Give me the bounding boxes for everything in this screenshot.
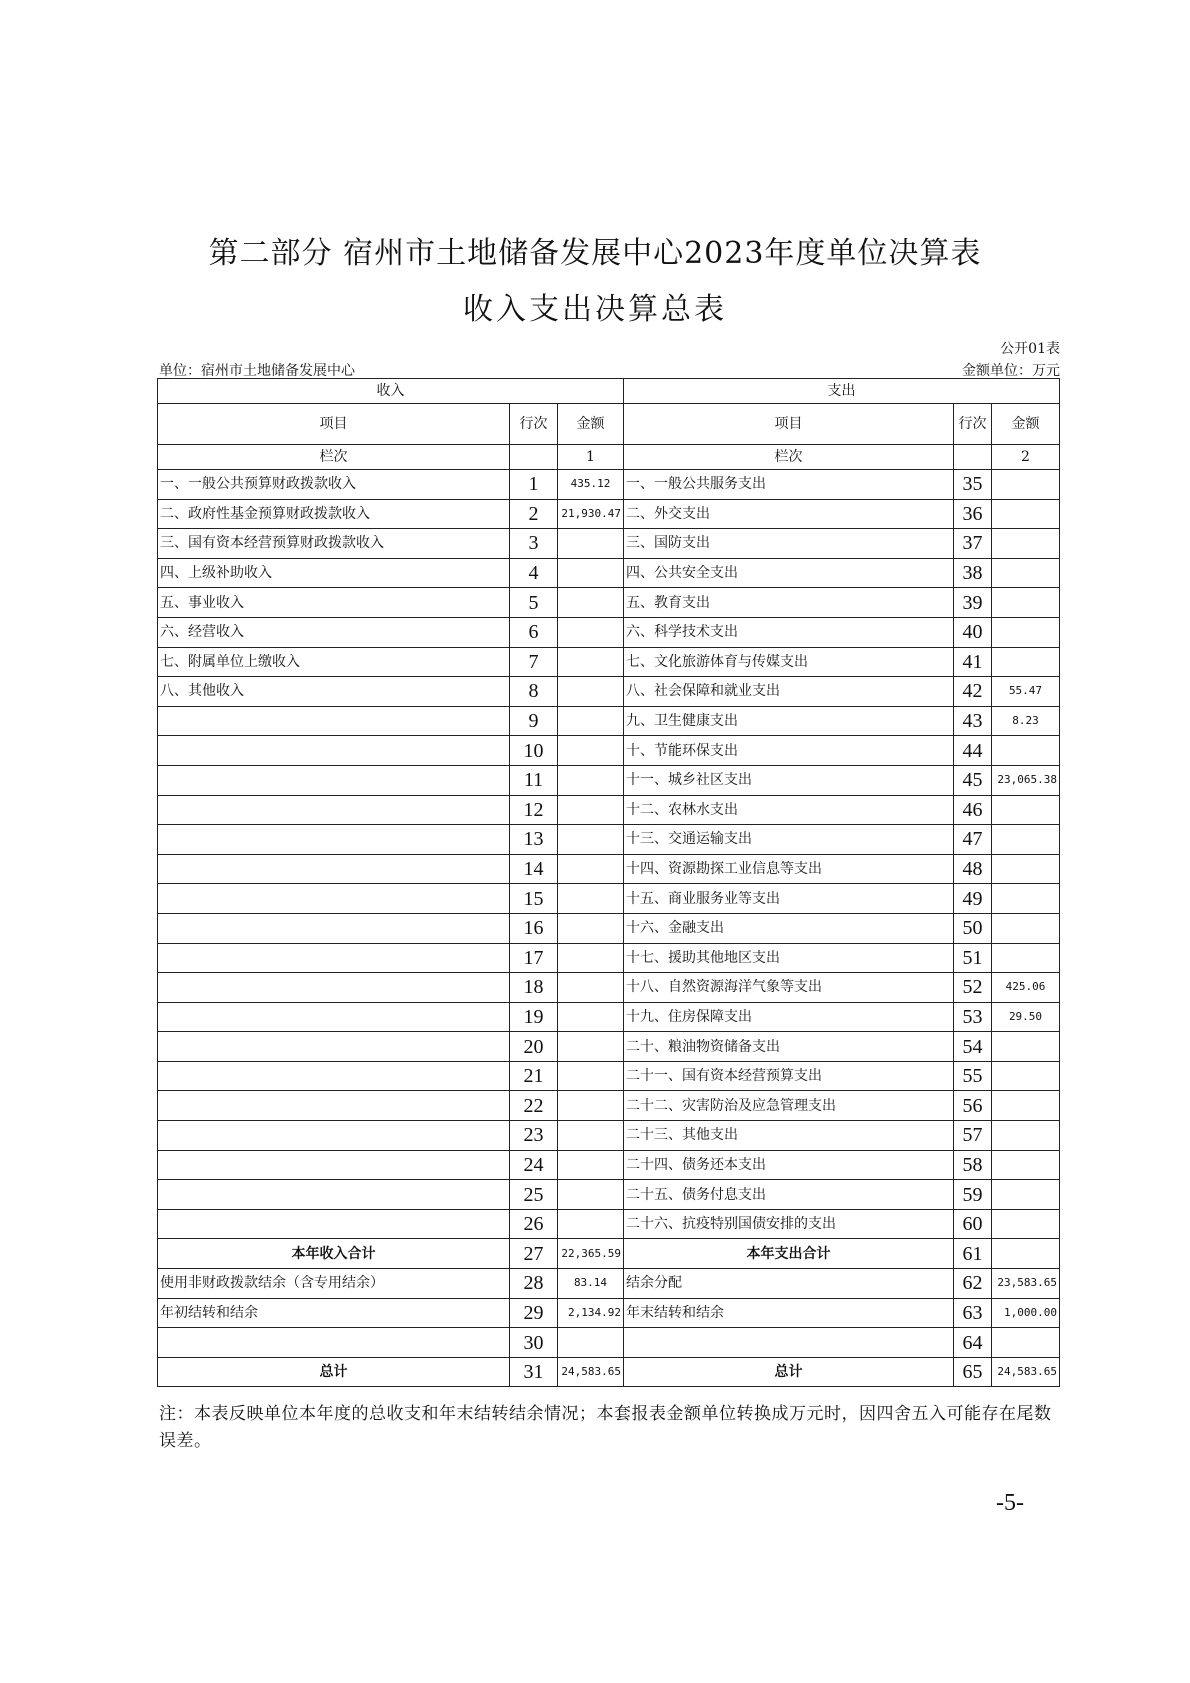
income-item-cell xyxy=(158,973,510,1003)
unit-label: 单位：宿州市土地储备发展中心 xyxy=(159,363,355,379)
income-item-cell xyxy=(158,1002,510,1032)
expense-amount-cell xyxy=(992,1150,1060,1180)
income-rowno-cell: 24 xyxy=(510,1150,558,1180)
table-row xyxy=(158,677,1060,707)
income-rowno-cell: 19 xyxy=(510,1002,558,1032)
expense-item-cell: 七、文化旅游体育与传媒支出 xyxy=(624,647,954,677)
income-item-cell: 一、一般公共预算财政拨款收入 xyxy=(158,470,510,500)
table-row xyxy=(158,1091,1060,1121)
expense-item-cell: 二、外交支出 xyxy=(624,499,954,529)
income-amount-cell xyxy=(558,913,624,943)
expense-amount-cell xyxy=(992,795,1060,825)
income-item-cell xyxy=(158,884,510,914)
income-amount-header: 金额 xyxy=(558,404,624,445)
expense-rowno-cell: 38 xyxy=(954,558,992,588)
income-amount-cell xyxy=(558,854,624,884)
expense-rowno-cell: 54 xyxy=(954,1032,992,1062)
expense-item-cell: 六、科学技术支出 xyxy=(624,617,954,647)
table-row xyxy=(158,884,1060,914)
income-amount-cell xyxy=(558,1209,624,1239)
income-amount-cell xyxy=(558,943,624,973)
income-rowno-cell: 11 xyxy=(510,765,558,795)
money-unit-label: 金额单位：万元 xyxy=(962,363,1060,379)
income-item-cell xyxy=(158,1180,510,1210)
income-amount-cell xyxy=(558,1032,624,1062)
expense-amount-cell xyxy=(992,499,1060,529)
income-item-cell: 七、附属单位上缴收入 xyxy=(158,647,510,677)
expense-amount-cell xyxy=(992,1121,1060,1151)
table-row xyxy=(158,588,1060,618)
expense-amount-cell xyxy=(992,825,1060,855)
expense-item-cell: 九、卫生健康支出 xyxy=(624,706,954,736)
expense-amount-cell xyxy=(992,470,1060,500)
expense-amount-cell xyxy=(992,1328,1060,1358)
page-title: 第二部分 宿州市土地储备发展中心2023年度单位决算表 xyxy=(208,236,982,271)
income-rowno-cell: 22 xyxy=(510,1091,558,1121)
expense-rowno-cell: 37 xyxy=(954,529,992,559)
expense-colno-empty xyxy=(954,445,992,470)
income-amount-cell: 24,583.65 xyxy=(558,1357,624,1387)
expense-item-cell: 二十六、抗疫特别国债安排的支出 xyxy=(624,1209,954,1239)
expense-amount-cell: 8.23 xyxy=(992,706,1060,736)
header-row-columns xyxy=(158,404,1060,445)
expense-amount-cell xyxy=(992,854,1060,884)
income-rowno-cell: 10 xyxy=(510,736,558,766)
expense-amount-cell xyxy=(992,884,1060,914)
expense-rowno-cell: 39 xyxy=(954,588,992,618)
expense-amount-cell xyxy=(992,736,1060,766)
expense-rowno-cell: 59 xyxy=(954,1180,992,1210)
income-amount-cell: 21,930.47 xyxy=(558,499,624,529)
expense-item-cell: 十一、城乡社区支出 xyxy=(624,765,954,795)
income-item-cell: 二、政府性基金预算财政拨款收入 xyxy=(158,499,510,529)
expense-item-cell: 二十二、灾害防治及应急管理支出 xyxy=(624,1091,954,1121)
expense-rowno-cell: 41 xyxy=(954,647,992,677)
income-item-cell: 四、上级补助收入 xyxy=(158,558,510,588)
income-amount-cell xyxy=(558,647,624,677)
expense-item-cell: 本年支出合计 xyxy=(624,1239,954,1269)
income-amount-cell xyxy=(558,825,624,855)
expense-item-cell: 十八、自然资源海洋气象等支出 xyxy=(624,973,954,1003)
expense-rowno-cell: 64 xyxy=(954,1328,992,1358)
expense-rowno-cell: 65 xyxy=(954,1357,992,1387)
expense-rowno-cell: 52 xyxy=(954,973,992,1003)
expense-rowno-cell: 42 xyxy=(954,677,992,707)
table-title: 收入支出决算总表 xyxy=(463,292,727,327)
table-row xyxy=(158,1180,1060,1210)
expense-item-cell: 十七、援助其他地区支出 xyxy=(624,943,954,973)
expense-item-cell: 二十一、国有资本经营预算支出 xyxy=(624,1061,954,1091)
form-number: 公开01表 xyxy=(1000,341,1060,357)
table-row xyxy=(158,1328,1060,1358)
expense-amount-cell xyxy=(992,529,1060,559)
income-amount-cell: 22,365.59 xyxy=(558,1239,624,1269)
income-rowno-header: 行次 xyxy=(510,404,558,445)
income-rowno-cell: 5 xyxy=(510,588,558,618)
income-header: 收入 xyxy=(158,379,624,404)
expense-rowno-cell: 46 xyxy=(954,795,992,825)
income-amount-cell: 83.14 xyxy=(558,1269,624,1299)
income-amount-cell xyxy=(558,1061,624,1091)
table-row xyxy=(158,529,1060,559)
expense-amount-cell: 425.06 xyxy=(992,973,1060,1003)
income-rowno-cell: 8 xyxy=(510,677,558,707)
income-rowno-cell: 1 xyxy=(510,470,558,500)
expense-rowno-cell: 53 xyxy=(954,1002,992,1032)
expense-item-header: 项目 xyxy=(624,404,954,445)
total-row xyxy=(158,1357,1060,1387)
expense-rowno-cell: 40 xyxy=(954,617,992,647)
expense-item-cell: 二十五、债务付息支出 xyxy=(624,1180,954,1210)
income-amount-cell xyxy=(558,1180,624,1210)
income-item-cell xyxy=(158,1209,510,1239)
expense-amount-cell xyxy=(992,1239,1060,1269)
expense-amount-cell xyxy=(992,617,1060,647)
expense-item-cell: 十九、住房保障支出 xyxy=(624,1002,954,1032)
income-amount-cell xyxy=(558,884,624,914)
income-item-cell xyxy=(158,943,510,973)
expense-amount-cell: 24,583.65 xyxy=(992,1357,1060,1387)
page-number: -5- xyxy=(996,1490,1024,1516)
expense-amount-cell xyxy=(992,647,1060,677)
income-amount-cell: 2,134.92 xyxy=(558,1298,624,1328)
income-amount-cell xyxy=(558,706,624,736)
table-row xyxy=(158,617,1060,647)
income-expense-table xyxy=(157,378,1060,1387)
income-item-cell xyxy=(158,1121,510,1151)
expense-rowno-cell: 55 xyxy=(954,1061,992,1091)
income-amount-cell xyxy=(558,1328,624,1358)
expense-amount-cell: 23,583.65 xyxy=(992,1269,1060,1299)
expense-rowno-cell: 50 xyxy=(954,913,992,943)
income-rowno-cell: 9 xyxy=(510,706,558,736)
expense-rowno-cell: 48 xyxy=(954,854,992,884)
income-amount-cell xyxy=(558,736,624,766)
income-amount-cell: 435.12 xyxy=(558,470,624,500)
expense-amount-cell xyxy=(992,1061,1060,1091)
income-rowno-cell: 27 xyxy=(510,1239,558,1269)
expense-rowno-cell: 44 xyxy=(954,736,992,766)
income-rowno-cell: 18 xyxy=(510,973,558,1003)
table-row xyxy=(158,825,1060,855)
income-amount-cell xyxy=(558,588,624,618)
expense-item-cell: 总计 xyxy=(624,1357,954,1387)
expense-amount-cell: 55.47 xyxy=(992,677,1060,707)
income-rowno-cell: 23 xyxy=(510,1121,558,1151)
expense-item-cell: 四、公共安全支出 xyxy=(624,558,954,588)
income-amount-cell xyxy=(558,1121,624,1151)
income-item-cell: 六、经营收入 xyxy=(158,617,510,647)
expense-amount-cell xyxy=(992,913,1060,943)
income-item-cell: 三、国有资本经营预算财政拨款收入 xyxy=(158,529,510,559)
income-item-cell: 八、其他收入 xyxy=(158,677,510,707)
table-row xyxy=(158,1298,1060,1328)
expense-amount-cell xyxy=(992,588,1060,618)
income-item-cell xyxy=(158,706,510,736)
table-row xyxy=(158,795,1060,825)
income-item-cell: 使用非财政拨款结余（含专用结余） xyxy=(158,1269,510,1299)
income-rowno-cell: 28 xyxy=(510,1269,558,1299)
income-item-cell xyxy=(158,795,510,825)
income-item-cell xyxy=(158,1150,510,1180)
expense-amount-header: 金额 xyxy=(992,404,1060,445)
income-item-cell xyxy=(158,1032,510,1062)
expense-rowno-cell: 43 xyxy=(954,706,992,736)
income-amount-cell xyxy=(558,765,624,795)
income-rowno-cell: 26 xyxy=(510,1209,558,1239)
expense-rowno-cell: 62 xyxy=(954,1269,992,1299)
table-row xyxy=(158,1002,1060,1032)
expense-amount-cell xyxy=(992,1032,1060,1062)
expense-item-cell: 十三、交通运输支出 xyxy=(624,825,954,855)
income-rowno-cell: 21 xyxy=(510,1061,558,1091)
table-row xyxy=(158,1269,1060,1299)
expense-amount-cell xyxy=(992,558,1060,588)
expense-item-cell: 十五、商业服务业等支出 xyxy=(624,884,954,914)
expense-rowno-header: 行次 xyxy=(954,404,992,445)
table-row xyxy=(158,913,1060,943)
table-row xyxy=(158,765,1060,795)
income-colno-label: 栏次 xyxy=(158,445,510,470)
expense-rowno-cell: 47 xyxy=(954,825,992,855)
income-item-cell xyxy=(158,765,510,795)
expense-amount-cell xyxy=(992,943,1060,973)
expense-rowno-cell: 58 xyxy=(954,1150,992,1180)
income-rowno-cell: 14 xyxy=(510,854,558,884)
income-item-cell xyxy=(158,913,510,943)
income-rowno-cell: 4 xyxy=(510,558,558,588)
expense-item-cell: 五、教育支出 xyxy=(624,588,954,618)
expense-item-cell: 二十三、其他支出 xyxy=(624,1121,954,1151)
income-amount-cell xyxy=(558,677,624,707)
expense-amount-cell xyxy=(992,1091,1060,1121)
income-colno-empty xyxy=(510,445,558,470)
expense-item-cell: 十二、农林水支出 xyxy=(624,795,954,825)
income-amount-cell xyxy=(558,1150,624,1180)
expense-item-cell: 十六、金融支出 xyxy=(624,913,954,943)
table-row xyxy=(158,1121,1060,1151)
income-amount-cell xyxy=(558,1091,624,1121)
expense-amount-cell: 1,000.00 xyxy=(992,1298,1060,1328)
expense-rowno-cell: 45 xyxy=(954,765,992,795)
income-item-cell xyxy=(158,736,510,766)
income-rowno-cell: 16 xyxy=(510,913,558,943)
income-item-header: 项目 xyxy=(158,404,510,445)
income-colno-value: 1 xyxy=(558,445,624,470)
expense-amount-cell xyxy=(992,1180,1060,1210)
table-row xyxy=(158,470,1060,500)
expense-amount-cell: 23,065.38 xyxy=(992,765,1060,795)
expense-rowno-cell: 49 xyxy=(954,884,992,914)
table-row xyxy=(158,1209,1060,1239)
expense-amount-cell xyxy=(992,1209,1060,1239)
income-item-cell xyxy=(158,854,510,884)
header-row-sections xyxy=(158,379,1060,404)
footnote: 注：本表反映单位本年度的总收支和年末结转结余情况；本套报表金额单位转换成万元时，因四舍五入可能存在尾数误差。 xyxy=(159,1404,1052,1451)
expense-rowno-cell: 36 xyxy=(954,499,992,529)
income-amount-cell xyxy=(558,558,624,588)
expense-rowno-cell: 57 xyxy=(954,1121,992,1151)
income-item-cell xyxy=(158,1328,510,1358)
table-row xyxy=(158,736,1060,766)
expense-rowno-cell: 35 xyxy=(954,470,992,500)
expense-item-cell: 二十四、债务还本支出 xyxy=(624,1150,954,1180)
income-rowno-cell: 29 xyxy=(510,1298,558,1328)
income-rowno-cell: 31 xyxy=(510,1357,558,1387)
expense-header: 支出 xyxy=(624,379,1060,404)
total-row xyxy=(158,1239,1060,1269)
expense-colno-value: 2 xyxy=(992,445,1060,470)
income-amount-cell xyxy=(558,529,624,559)
expense-rowno-cell: 51 xyxy=(954,943,992,973)
expense-rowno-cell: 60 xyxy=(954,1209,992,1239)
income-amount-cell xyxy=(558,1002,624,1032)
table-row xyxy=(158,499,1060,529)
expense-rowno-cell: 61 xyxy=(954,1239,992,1269)
income-amount-cell xyxy=(558,973,624,1003)
income-item-cell xyxy=(158,1091,510,1121)
expense-rowno-cell: 63 xyxy=(954,1298,992,1328)
expense-item-cell: 八、社会保障和就业支出 xyxy=(624,677,954,707)
expense-item-cell: 一、一般公共服务支出 xyxy=(624,470,954,500)
income-item-cell xyxy=(158,825,510,855)
table-row xyxy=(158,1150,1060,1180)
income-amount-cell xyxy=(558,617,624,647)
income-item-cell: 本年收入合计 xyxy=(158,1239,510,1269)
expense-item-cell: 十、节能环保支出 xyxy=(624,736,954,766)
table-row xyxy=(158,558,1060,588)
income-rowno-cell: 30 xyxy=(510,1328,558,1358)
income-rowno-cell: 20 xyxy=(510,1032,558,1062)
income-rowno-cell: 2 xyxy=(510,499,558,529)
income-amount-cell xyxy=(558,795,624,825)
income-rowno-cell: 12 xyxy=(510,795,558,825)
income-item-cell xyxy=(158,1061,510,1091)
income-rowno-cell: 13 xyxy=(510,825,558,855)
income-rowno-cell: 7 xyxy=(510,647,558,677)
table-row xyxy=(158,973,1060,1003)
income-item-cell: 年初结转和结余 xyxy=(158,1298,510,1328)
income-rowno-cell: 3 xyxy=(510,529,558,559)
header-row-column-numbers xyxy=(158,445,1060,470)
expense-item-cell: 二十、粮油物资储备支出 xyxy=(624,1032,954,1062)
table-row xyxy=(158,943,1060,973)
income-item-cell: 五、事业收入 xyxy=(158,588,510,618)
income-item-cell: 总计 xyxy=(158,1357,510,1387)
table-row xyxy=(158,647,1060,677)
table-row xyxy=(158,1061,1060,1091)
expense-rowno-cell: 56 xyxy=(954,1091,992,1121)
income-rowno-cell: 15 xyxy=(510,884,558,914)
income-rowno-cell: 6 xyxy=(510,617,558,647)
expense-item-cell: 三、国防支出 xyxy=(624,529,954,559)
income-rowno-cell: 25 xyxy=(510,1180,558,1210)
expense-item-cell xyxy=(624,1328,954,1358)
table-row xyxy=(158,706,1060,736)
table-row xyxy=(158,1032,1060,1062)
table-row xyxy=(158,854,1060,884)
expense-item-cell: 十四、资源勘探工业信息等支出 xyxy=(624,854,954,884)
expense-amount-cell: 29.50 xyxy=(992,1002,1060,1032)
expense-colno-label: 栏次 xyxy=(624,445,954,470)
expense-item-cell: 年末结转和结余 xyxy=(624,1298,954,1328)
expense-item-cell: 结余分配 xyxy=(624,1269,954,1299)
income-rowno-cell: 17 xyxy=(510,943,558,973)
